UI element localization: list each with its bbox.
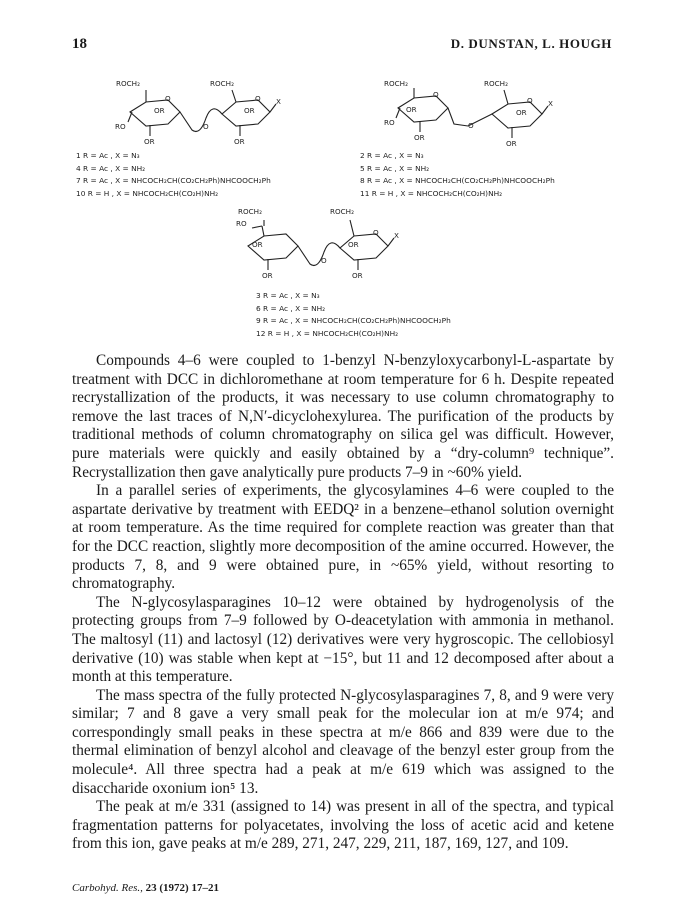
legend-line: 11 R = H , X = NHCOCH₂CH(CO₂H)NH₂ [360,188,503,198]
label-or-bottom-left: OR [414,133,425,142]
label-ring-o-left: O [433,90,439,99]
label-glycosidic-o: O [203,122,209,131]
label-or-ring-left: OR [252,240,263,249]
body-text [72,352,614,854]
running-authors: D. DUNSTAN, L. HOUGH [450,36,612,51]
label-x: X [276,97,281,106]
legend-line: 3 R = Ac , X = N₃ [256,291,320,300]
label-or-ring-right: OR [244,106,255,115]
label-or-bottom-right: OR [352,271,363,280]
journal-name: Carbohyd. Res. [72,882,141,894]
paragraph: The N-glycosylasparagines 10–12 were obtained by hydrogenolysis of the protecting groups from 7–9 followed by O-deacetylation with ammonia in methanol. The maltosyl (11) and lactosyl (12) derivatives were very hygroscopic. The cellobiosyl derivative (10) was stable when kept at −15°, but 11 and 12 decomposed after about a month at this temperature. [72,593,614,686]
legend-line: 9 R = Ac , X = NHCOCH₂CH(CO₂CH₂Ph)NHCOOCH₂Ph [256,316,451,326]
label-or-ring-left: OR [154,106,165,115]
label-glycosidic-o: O [321,256,327,265]
label-glycosidic-o: O [468,121,474,130]
label-ring-o-right: O [373,228,379,237]
paragraph: The peak at m/e 331 (assigned to 14) was present in all of the spectra, and typical fragmentation patterns for polyacetates, involving the loss of acetic acid and ketene from this ion, gave peaks at m/e 289, 271, 247, 229, 211, 187, 169, 127, and 109. [72,798,614,853]
label-or-bottom-right: OR [234,137,245,146]
legend-compounds-3-6-9-12 [256,290,451,340]
label-ring-o-right: O [255,94,261,103]
label-or-ring-right: OR [516,108,527,117]
label-ring-o-right: O [527,96,533,105]
legend-line: 5 R = Ac , X = NH₂ [360,163,430,173]
label-x: X [394,231,399,240]
label-or-bottom-left: OR [262,271,273,280]
structure-cellobiosyl [110,78,310,150]
page-number: 18 [72,36,87,52]
label-roch2-right: ROCH₂ [484,79,508,88]
label-roch2-right: ROCH₂ [210,79,234,88]
label-or-bottom-right: OR [506,139,517,148]
paragraph: Compounds 4–6 were coupled to 1-benzyl N-benzyloxycarbonyl-L-aspartate by treatment with DCC in dichloromethane at room temperature for 6 h. Despite repeated recrystallization of the products, it was necessary to use column chromatography to remove the last traces of N,N′-dicyclohexylurea. The purification of the products by traditional methods of column chromatography on silica gel was difficult. However, pure materials were quickly and easily obtained by a “dry-column⁹ technique”. Recrystallization then gave analytically pure products 7–9 in ~60% yield. [72,352,614,481]
label-ring-o-left: O [165,94,171,103]
structure-maltosyl [384,78,584,150]
structure-drawing [110,78,310,150]
label-roch2-left: ROCH₂ [238,207,262,216]
legend-compounds-2-5-8-11 [360,150,555,200]
journal-citation: 23 (1972) 17–21 [145,882,219,894]
legend-line: 2 R = Ac , X = N₃ [360,151,424,160]
label-ro: RO [115,122,126,131]
legend-line: 12 R = H , X = NHCOCH₂CH(CO₂H)NH₂ [256,328,399,338]
paragraph: In a parallel series of experiments, the glycosylamines 4–6 were coupled to the aspartate derivative by treatment with EEDQ² in a benzene–ethanol solution overnight at room temperature. As the time required for complete reaction was greater than that for the DCC reaction, slightly more decomposition of the amine occurred. However, the products 7, 8, and 9 were obtained pure, in ~65% yield, without resorting to chromatography. [72,482,614,593]
legend-line: 1 R = Ac , X = N₃ [76,151,140,160]
legend-compounds-1-4-7-10 [76,150,271,200]
label-x: X [548,99,553,108]
structure-lactosyl [226,206,426,284]
legend-line: 10 R = H , X = NHCOCH₂CH(CO₂H)NH₂ [76,188,219,198]
label-roch2-left: ROCH₂ [116,79,140,88]
label-roch2-right: ROCH₂ [330,207,354,216]
paragraph: The mass spectra of the fully protected N-glycosylasparagines 7, 8, and 9 were very similar; 7 and 8 gave a very small peak for the molecular ion at m/e 974; and correspondingly small peaks in these spectra at m/e 866 and 839 were due to the thermal elimination of benzyl alcohol and cleavage of the benzyl ester group from the molecule⁴. All three spectra had a peak at m/e 619 which was assigned to the disaccharide oxonium ion⁵ 13. [72,686,614,797]
legend-line: 4 R = Ac , X = NH₂ [76,163,146,173]
journal-footer: Carbohyd. Res., 23 (1972) 17–21 [72,882,219,894]
label-ro: RO [384,118,395,127]
legend-line: 6 R = Ac , X = NH₂ [256,303,326,313]
label-roch2-left: ROCH₂ [384,79,408,88]
legend-line: 8 R = Ac , X = NHCOCH₂CH(CO₂CH₂Ph)NHCOOCH₂Ph [360,176,555,186]
legend-line: 7 R = Ac , X = NHCOCH₂CH(CO₂CH₂Ph)NHCOOCH₂Ph [76,176,271,186]
label-ro: RO [236,219,247,228]
label-or-ring-left: OR [406,105,417,114]
label-or-ring-right: OR [348,240,359,249]
label-or-bottom-left: OR [144,137,155,146]
running-header [72,36,612,56]
